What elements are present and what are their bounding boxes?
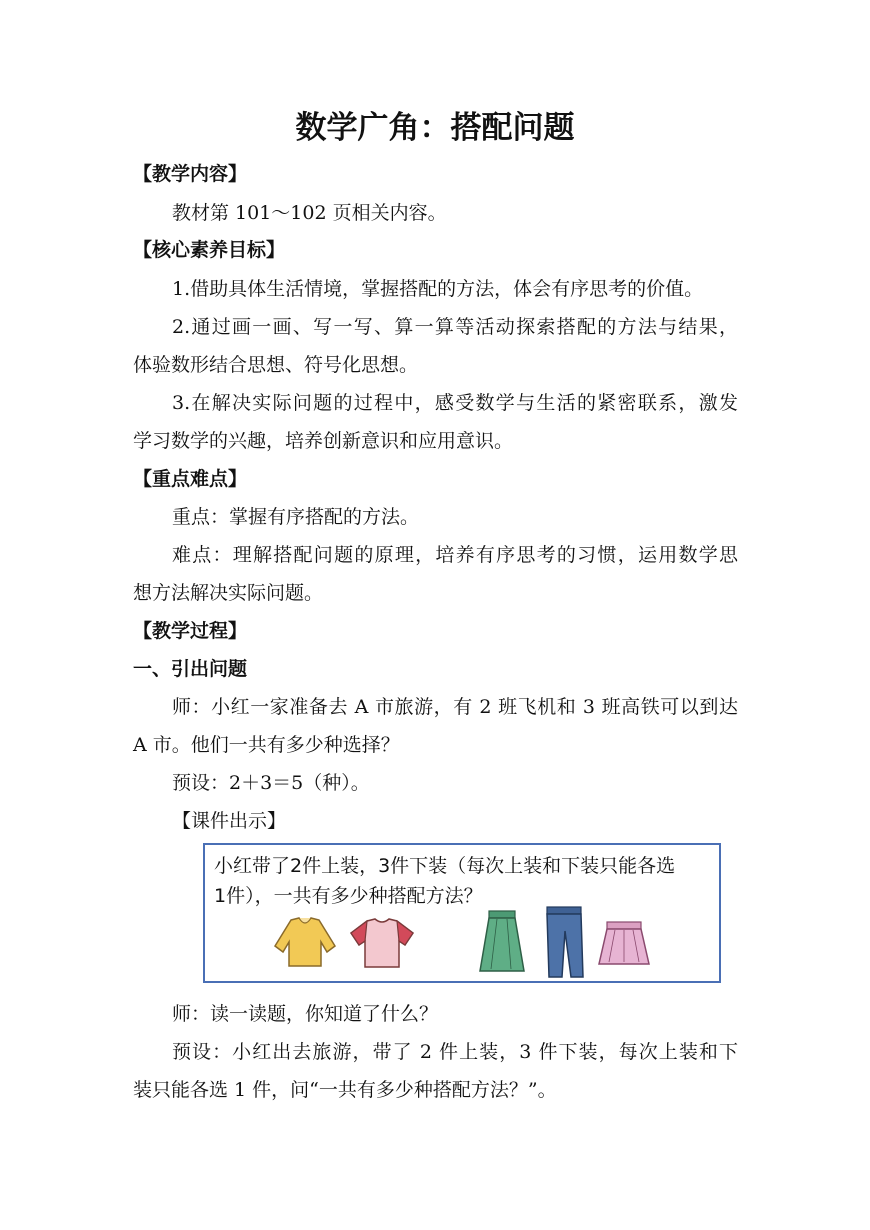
teacher-question-1-line-1: 师：小红一家准备去 A 市旅游，有 2 班飞机和 3 班高铁可以到达: [172, 696, 738, 718]
heading-teaching-content: 【教学内容】: [133, 163, 248, 185]
difficulty-line-2: 想方法解决实际问题。: [133, 582, 324, 604]
callout-text-line-1: 小红带了2件上装，3件下装（每次上装和下装只能各选: [214, 855, 676, 877]
callout-text-line-2: 1件），一共有多少种搭配方法？: [214, 885, 483, 907]
green-skirt-icon: [477, 909, 527, 973]
goal-3-line-2: 学习数学的兴趣，培养创新意识和应用意识。: [133, 430, 514, 452]
heading-teaching-process: 【教学过程】: [133, 620, 248, 642]
goal-2-line-2: 体验数形结合思想、符号化思想。: [133, 354, 419, 376]
document-title: 数学广角：搭配问题: [295, 110, 575, 146]
heading-key-difficult: 【重点难点】: [133, 468, 248, 490]
goal-3-line-1: 3.在解决实际问题的过程中，感受数学与生活的紧密联系，激发: [172, 392, 738, 414]
preset-answer-2-line-1: 预设：小红出去旅游，带了 2 件上装，3 件下装，每次上装和下: [172, 1041, 738, 1063]
teacher-question-1-line-2: A 市。他们一共有多少种选择？: [133, 734, 400, 756]
preset-answer-2-line-2: 装只能各选 1 件，问“一共有多少种搭配方法？”。: [133, 1079, 557, 1101]
heading-part-1: 一、引出问题: [133, 658, 248, 680]
heading-core-goals: 【核心素养目标】: [133, 239, 286, 261]
pink-tshirt-icon: [347, 917, 417, 969]
teacher-question-2: 师：读一读题，你知道了什么？: [172, 1003, 439, 1025]
goal-2-line-1: 2.通过画一画、写一写、算一算等活动探索搭配的方法与结果，: [172, 316, 738, 338]
yellow-top-icon: [269, 916, 341, 968]
key-point: 重点：掌握有序搭配的方法。: [172, 506, 420, 528]
preset-answer-1: 预设：2＋3＝5（种）。: [172, 772, 370, 794]
pink-skirt-icon: [597, 920, 651, 966]
courseware-label: 【课件出示】: [172, 810, 287, 832]
blue-pants-icon: [541, 905, 587, 979]
courseware-callout-box: [203, 843, 721, 983]
content-text: 教材第 101～102 页相关内容。: [172, 202, 447, 224]
goal-1: 1.借助具体生活情境，掌握搭配的方法，体会有序思考的价值。: [172, 278, 704, 300]
difficulty-line-1: 难点：理解搭配问题的原理，培养有序思考的习惯，运用数学思: [172, 544, 738, 566]
